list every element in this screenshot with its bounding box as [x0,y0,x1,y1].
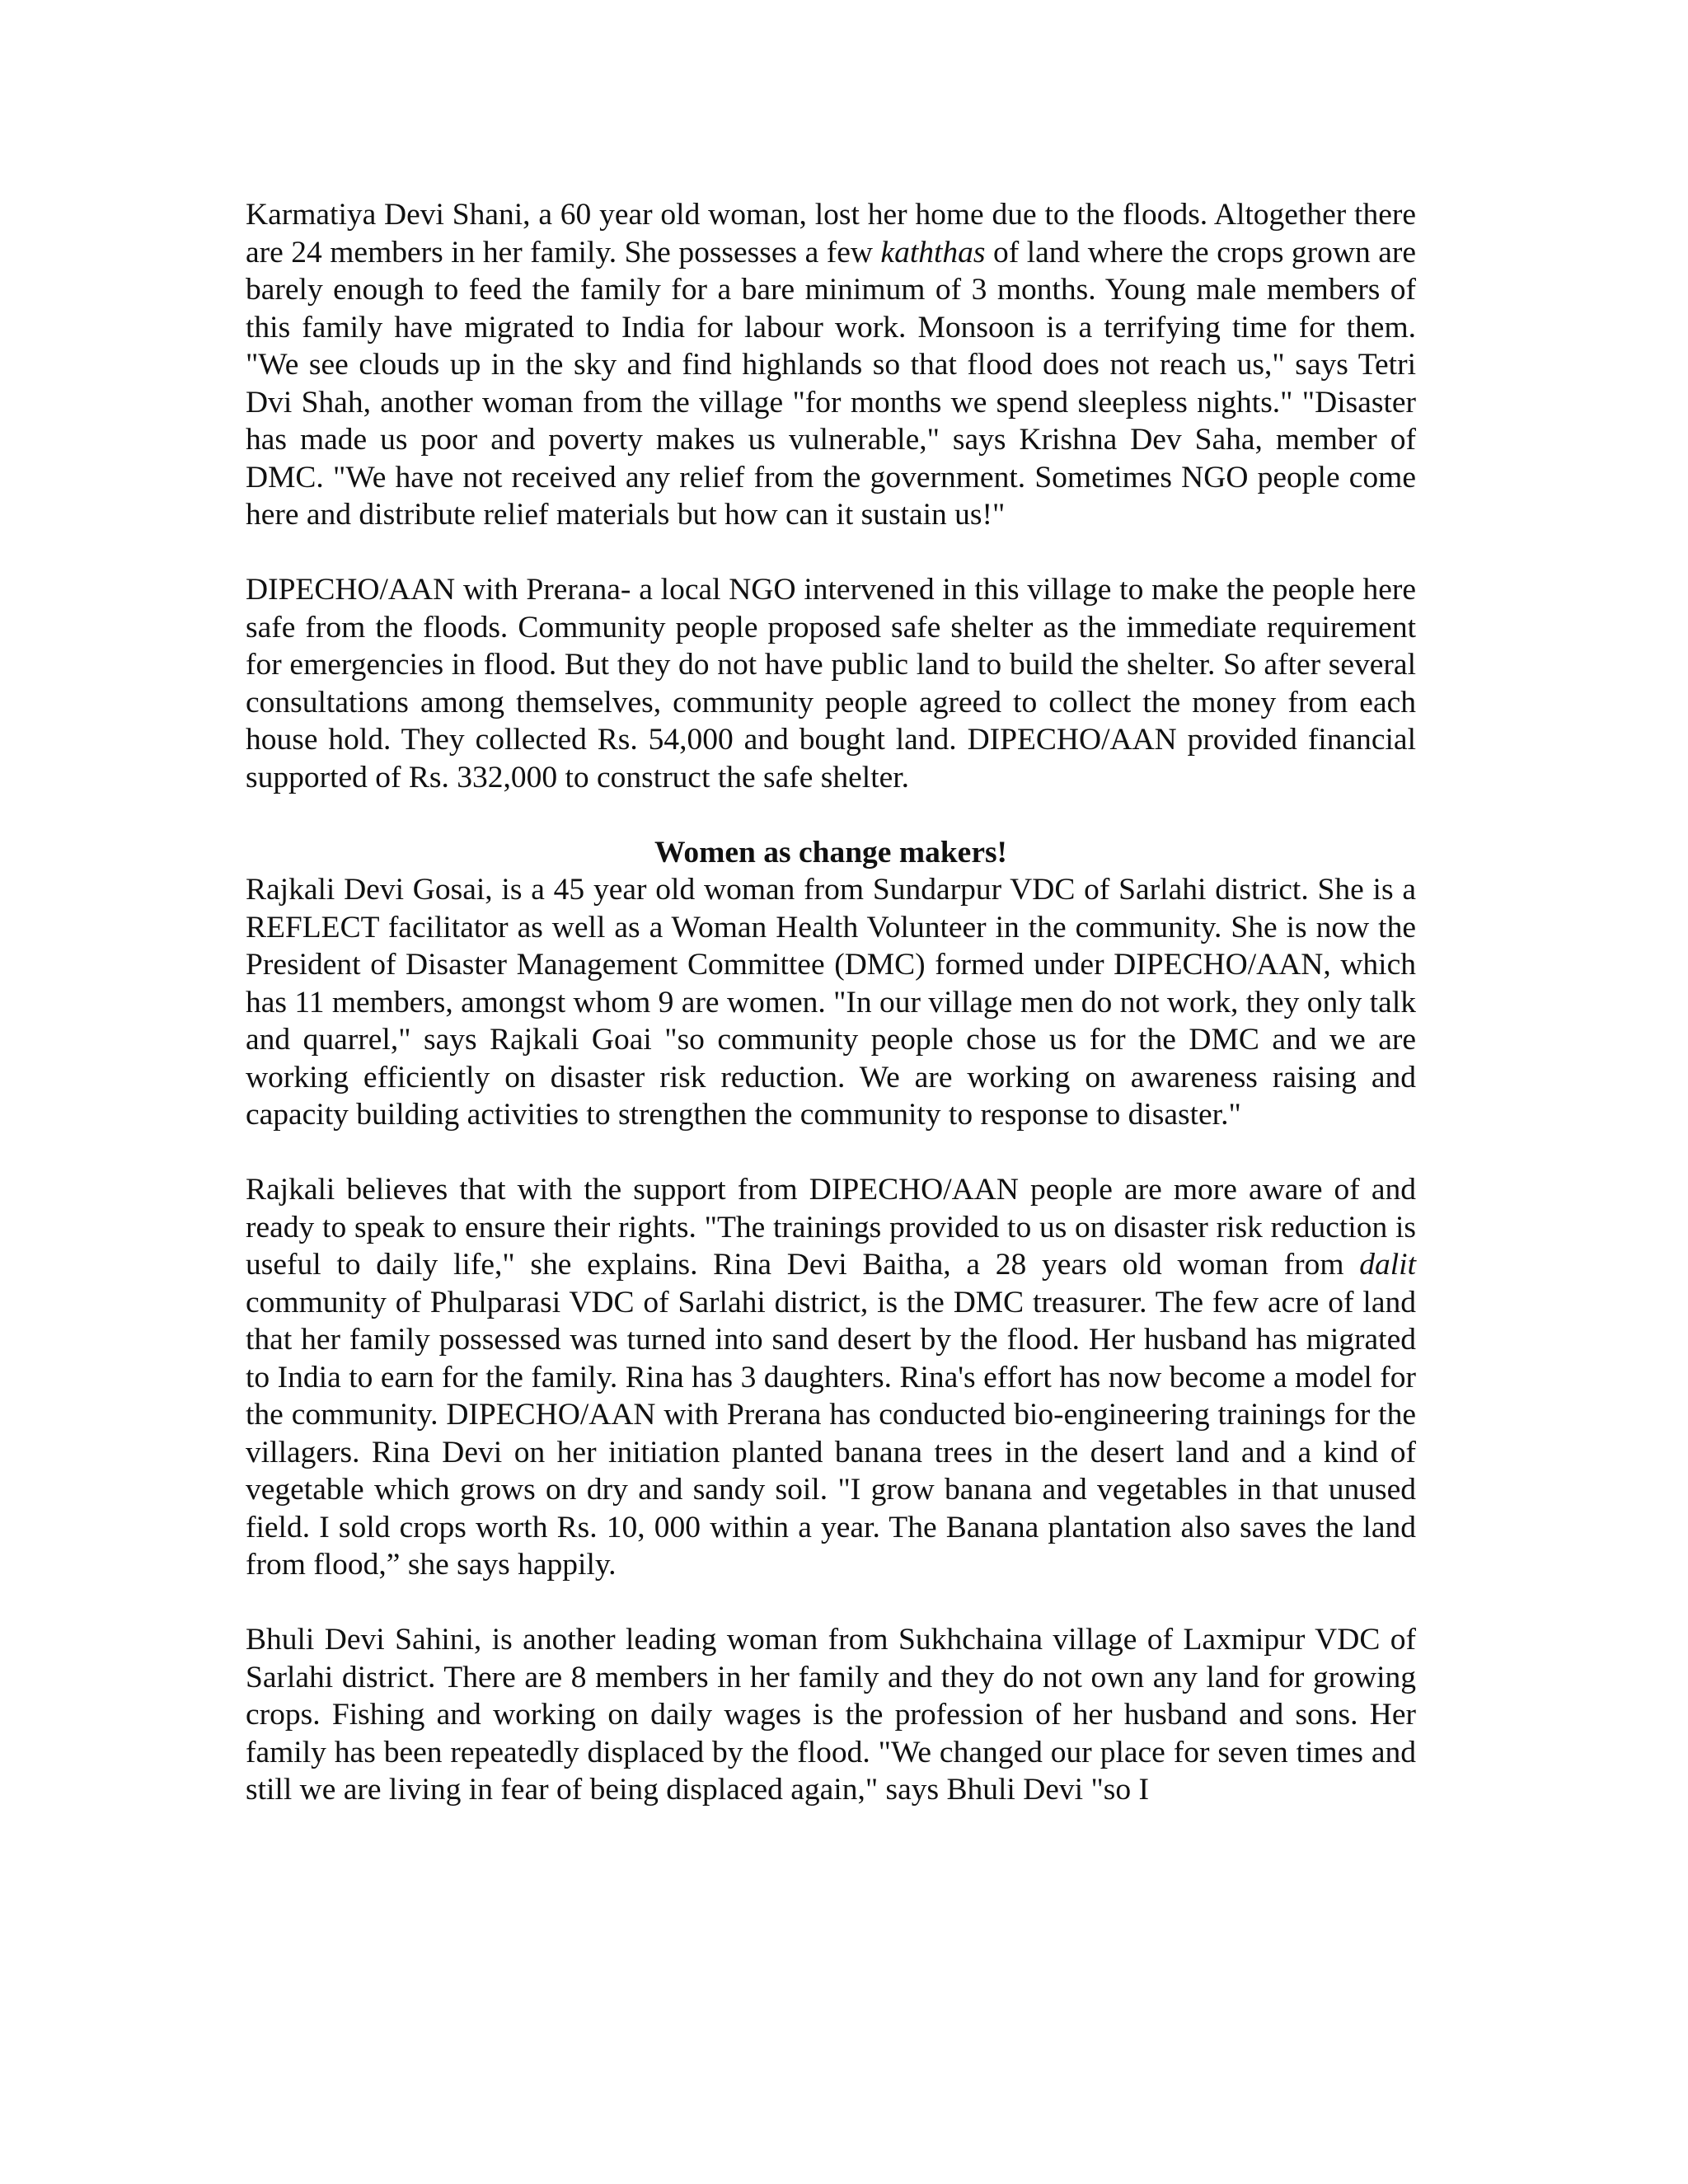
italic-term: dalit [1359,1248,1416,1282]
paragraph-rina: Rajkali believes that with the support from DIPECHO/AAN people are more aware of and ready to speak to ensure their rights. "The trainings provided to us on disaster risk reduction is useful to daily life," she explains. Rina Devi Baitha, a 28 years old woman from dalit community of Phulparasi VDC of Sarlahi district, is the DMC treasurer. The few acre of land that her family possessed was turned into sand desert by the flood. Her husband has migrated to India to earn for the family. Rina has 3 daughters. Rina's effort has now become a model for the community. DIPECHO/AAN with Prerana has conducted bio-engineering trainings for the villagers. Rina Devi on her initiation planted banana trees in the desert land and a kind of vegetable which grows on dry and sandy soil. "I grow banana and vegetables in that unused field. I sold crops worth Rs. 10, 000 within a year. The Banana plantation also saves the land from flood,” she says happily. [246,1173,1416,1582]
paragraph-rajkali: Rajkali Devi Gosai, is a 45 year old woman from Sundarpur VDC of Sarlahi district. She is a REFLECT facilitator as well as a Woman Health Volunteer in the community. She is now the President of Disaster Management Committee (DMC) formed under DIPECHO/AAN, which has 11 members, amongst whom 9 are women. "In our village men do not work, they only talk and quarrel," says Rajkali Goai "so community people chose us for the DMC and we are working efficiently on disaster risk reduction. We are working on awareness raising and capacity building activities to strengthen the community to response to disaster." [246,873,1416,1132]
italic-term: kaththas [880,235,986,269]
paragraph-bhuli: Bhuli Devi Sahini, is another leading woman from Sukhchaina village of Laxmipur VDC of Sarlahi district. There are 8 members in her family and they do not own any land for growing crops. Fishing and working on daily wages is the profession of her husband and sons. Her family has been repeatedly displaced by the flood. "We changed our place for seven times and still we are living in fear of being displaced again," says Bhuli Devi "so I [246,1623,1416,1807]
section-heading: Women as change makers! [654,835,1008,869]
document-page [246,196,1416,1809]
paragraph-dipecho-shelter: DIPECHO/AAN with Prerana- a local NGO intervened in this village to make the people here safe from the floods. Community people proposed safe shelter as the immediate requirement for emergencies in flood. But they do not have public land to build the shelter. So after several consultations among themselves, community people agreed to collect the money from each house hold. They collected Rs. 54,000 and bought land. DIPECHO/AAN provided financial supported of Rs. 332,000 to construct the safe shelter. [246,573,1416,794]
paragraph-karmatiya: Karmatiya Devi Shani, a 60 year old woman, lost her home due to the floods. Altogether there are 24 members in her family. She possesses a few kaththas of land where the crops grown are barely enough to feed the family for a bare minimum of 3 months. Young male members of this family have migrated to India for labour work. Monsoon is a terrifying time for them. "We see clouds up in the sky and find highlands so that flood does not reach us," says Tetri Dvi Shah, another woman from the village "for months we spend sleepless nights." "Disaster has made us poor and poverty makes us vulnerable," says Krishna Dev Saha, member of DMC. "We have not received any relief from the government. Sometimes NGO people come here and distribute relief materials but how can it sustain us!" [246,198,1416,532]
